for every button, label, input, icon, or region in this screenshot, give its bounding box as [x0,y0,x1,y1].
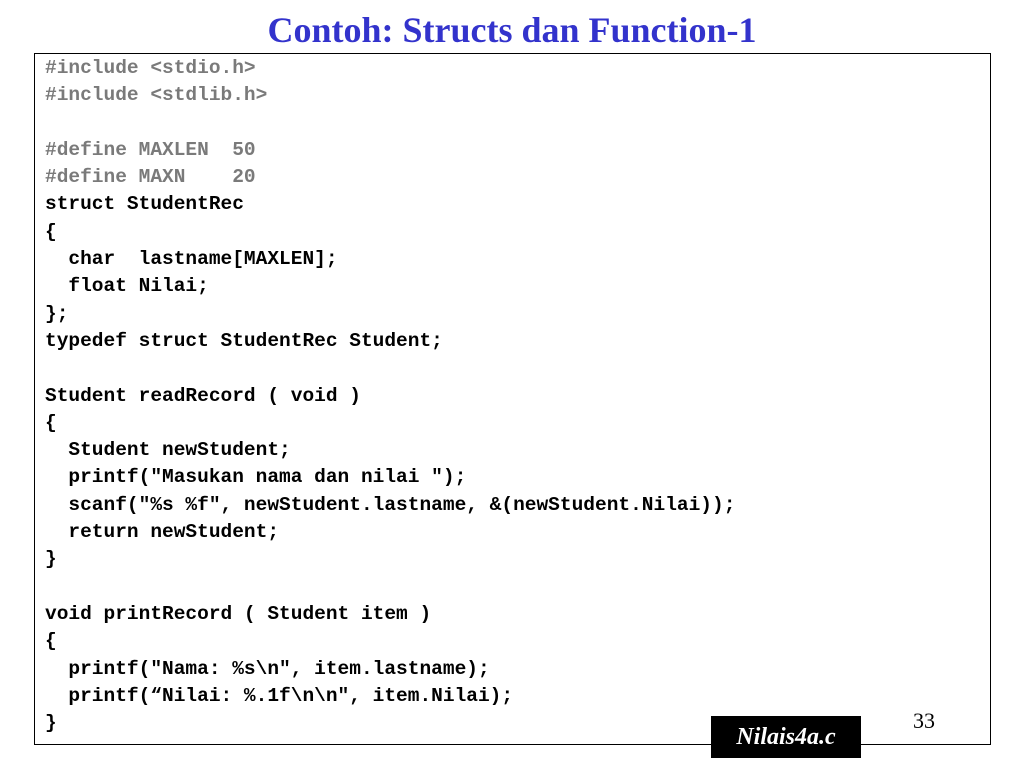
code-line: float Nilai; [45,275,209,298]
code-line: void printRecord ( Student item ) [45,602,432,625]
code-line: { [45,630,57,653]
code-line: Student readRecord ( void ) [45,384,361,407]
code-line [45,110,735,137]
code-line: { [45,220,57,243]
code-line: #define MAXLEN 50 [45,138,256,161]
code-line: printf("Nama: %s\n", item.lastname); [45,657,490,680]
code-line: }; [45,302,69,325]
code-line: printf("Masukan nama dan nilai "); [45,466,467,489]
code-line: { [45,411,57,434]
page-number: 33 [913,708,935,733]
code-line: scanf("%s %f", newStudent.lastname, &(newStudent.Nilai)); [45,493,736,516]
code-listing [45,55,735,737]
code-line: typedef struct StudentRec Student; [45,329,443,352]
code-line: char lastname[MAXLEN]; [45,248,338,271]
code-line: printf(“Nilai: %.1f\n\n", item.Nilai); [45,684,514,707]
code-line: #include <stdlib.h> [45,84,268,107]
code-line: Student newStudent; [45,439,291,462]
code-line: } [45,548,57,571]
code-line: } [45,712,57,735]
code-line [45,574,735,601]
code-line [45,355,735,382]
file-name-label: Nilais4a.c [711,716,861,758]
code-line: struct StudentRec [45,193,244,216]
code-line: #define MAXN 20 [45,166,256,189]
slide-title: Contoh: Structs dan Function-1 [267,10,757,50]
code-line: return newStudent; [45,521,280,544]
code-line: #include <stdio.h> [45,57,256,79]
